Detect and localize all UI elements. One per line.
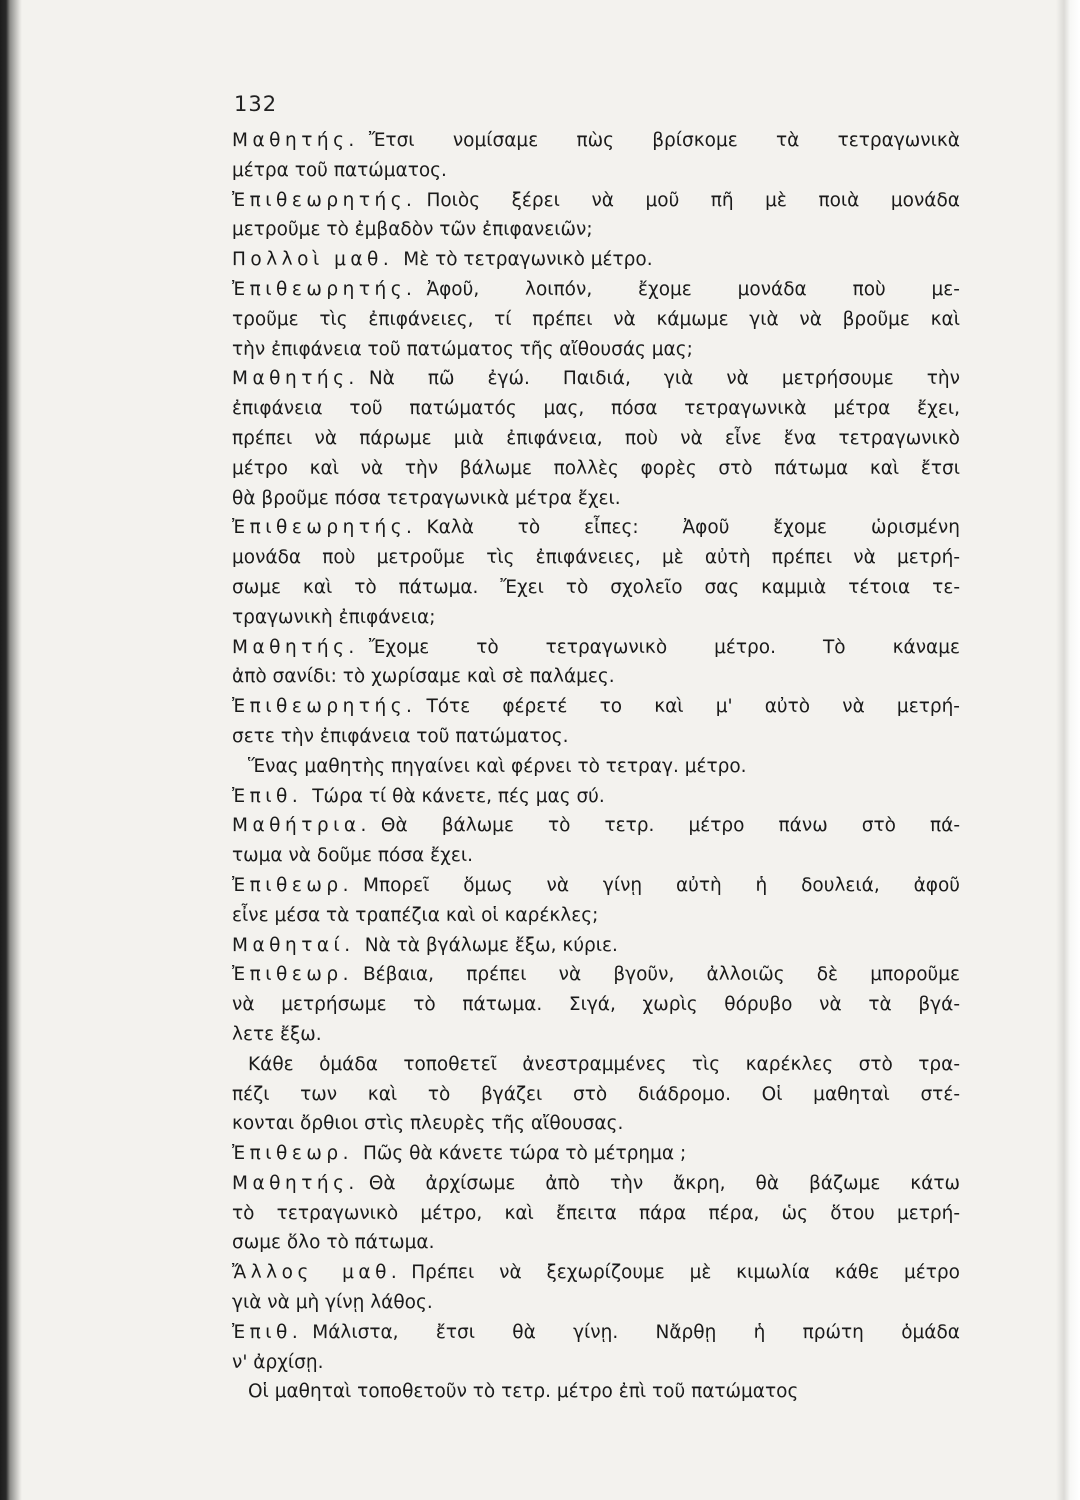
text-line	[232, 454, 960, 484]
line-text: πρέπει νὰ πάρωμε μιὰ ἐπιφάνεια, ποὺ νὰ εἶνε ἕνα τετραγωνικὸ	[232, 427, 960, 449]
line-text: Ἀφοῦ, λοιπόν, ἔχομε μονάδα ποὺ με-	[426, 278, 960, 300]
speaker-label: Μαθήτρια.	[232, 815, 371, 837]
text-line	[232, 1258, 960, 1288]
line-text: σωμε καὶ τὸ πάτωμα. Ἔχει τὸ σχολεῖο σας καμμιὰ τέτοια τε-	[232, 576, 960, 598]
text-line	[232, 1288, 960, 1318]
line-text: Βέβαια, πρέπει νὰ βγοῦν, ἀλλοιῶς δὲ μποροῦμε	[362, 964, 960, 986]
text-line	[232, 1318, 960, 1348]
line-text: Θὰ ἀρχίσωμε ἀπὸ τὴν ἄκρη, θὰ βάζωμε κάτω	[368, 1172, 960, 1194]
text-line	[232, 901, 960, 931]
line-text: Ἔτσι νομίσαμε πὼς βρίσκομε τὰ τετραγωνικὰ	[368, 130, 960, 151]
text-line	[232, 543, 960, 573]
speaker-label: Μαθητής.	[232, 130, 359, 151]
text-line	[232, 722, 960, 752]
text-line	[232, 1228, 960, 1258]
speaker-label: Μαθηταί.	[232, 934, 355, 956]
speaker-label: Ἄλλος μαθ.	[232, 1262, 402, 1284]
page-number: 132	[234, 92, 278, 116]
line-text: Μὲ τὸ τετραγωνικὸ μέτρο.	[403, 249, 653, 271]
line-text: Ἔχομε τὸ τετραγωνικὸ μέτρο. Τὸ κάναμε	[368, 636, 960, 658]
line-text: μέτρο καὶ νὰ τὴν βάλωμε πολλὲς φορὲς στὸ πάτωμα καὶ ἔτσι	[232, 457, 960, 479]
line-text: τὸ τετραγωνικὸ μέτρο, καὶ ἔπειτα πάρα πέρα, ὡς ὅτου μετρή-	[232, 1202, 960, 1224]
text-line	[232, 692, 960, 722]
line-text: γιὰ νὰ μὴ γίνῃ λάθος.	[232, 1292, 433, 1314]
binding-shadow	[0, 0, 22, 1500]
line-text: Κάθε ὁμάδα τοποθετεῖ ἀνεστραμμένες τὶς καρέκλες στὸ τρα-	[248, 1053, 960, 1075]
text-line	[232, 513, 960, 543]
text-line	[232, 1080, 960, 1110]
line-text: θὰ βροῦμε πόσα τετραγωνικὰ μέτρα ἔχει.	[232, 487, 621, 509]
text-line	[232, 484, 960, 514]
text-line	[232, 633, 960, 663]
line-text: σετε τὴν ἐπιφάνεια τοῦ πατώματος.	[232, 725, 569, 747]
text-line	[232, 126, 960, 156]
line-text: λετε ἔξω.	[232, 1023, 322, 1045]
speaker-label: Μαθητής.	[232, 1172, 359, 1194]
line-text: Ἕνας μαθητὴς πηγαίνει καὶ φέρνει τὸ τετραγ. μέτρο.	[248, 755, 747, 777]
line-text: τροῦμε τὶς ἐπιφάνειες, τί πρέπει νὰ κάμωμε γιὰ νὰ βροῦμε καὶ	[232, 308, 960, 330]
text-line	[232, 662, 960, 692]
speaker-label: Μαθητής.	[232, 368, 359, 390]
text-line	[232, 782, 960, 812]
line-text: Τότε φέρετέ το καὶ μ' αὐτὸ νὰ μετρή-	[426, 696, 960, 718]
speaker-label: Ἐπιθεωρ.	[232, 1143, 353, 1165]
line-text: Μάλιστα, ἔτσι θὰ γίνῃ. Νἄρθῃ ἡ πρώτη ὁμάδα	[312, 1321, 960, 1343]
text-line	[232, 394, 960, 424]
line-text: τραγωνικὴ ἐπιφάνεια;	[232, 606, 436, 628]
line-text: σωμε ὅλο τὸ πάτωμα.	[232, 1232, 435, 1254]
text-line	[232, 990, 960, 1020]
text-line	[232, 364, 960, 394]
line-text: Καλὰ τὸ εἶπες: Ἀφοῦ ἔχομε ὡρισμένη	[426, 517, 960, 539]
speaker-label: Ἐπιθεωρητής.	[232, 278, 417, 300]
text-line	[232, 186, 960, 216]
speaker-label: Ἐπιθ.	[232, 1321, 303, 1343]
text-line	[232, 1109, 960, 1139]
line-text: Νὰ τὰ βγάλωμε ἔξω, κύριε.	[364, 934, 618, 956]
line-text: νὰ μετρήσωμε τὸ πάτωμα. Σιγά, χωρὶς θόρυβο νὰ τὰ βγά-	[232, 994, 960, 1016]
text-line	[232, 1050, 960, 1080]
line-text: κονται ὄρθιοι στὶς πλευρὲς τῆς αἴθουσας.	[232, 1113, 624, 1135]
line-text: τὴν ἐπιφάνεια τοῦ πατώματος τῆς αἴθουσάς μας;	[232, 338, 693, 360]
speaker-label: Ἐπιθ.	[232, 785, 303, 807]
text-line	[232, 871, 960, 901]
text-line	[232, 573, 960, 603]
text-line	[232, 811, 960, 841]
text-line	[232, 1377, 960, 1407]
text-line	[232, 335, 960, 365]
line-text: εἶνε μέσα τὰ τραπέζια καὶ οἱ καρέκλες;	[232, 904, 599, 926]
line-text: μετροῦμε τὸ ἐμβαδὸν τῶν ἐπιφανειῶν;	[232, 219, 593, 241]
text-line	[232, 215, 960, 245]
line-text: ἐπιφάνεια τοῦ πατώματός μας, πόσα τετραγωνικὰ μέτρα ἔχει,	[232, 398, 960, 420]
line-text: Μπορεῖ ὅμως νὰ γίνῃ αὐτὴ ἡ δουλειά, ἀφοῦ	[362, 874, 960, 896]
speaker-label: Ἐπιθεωρητής.	[232, 696, 417, 718]
line-text: Οἱ μαθηταὶ τοποθετοῦν τὸ τετρ. μέτρο ἐπὶ τοῦ πατώματος	[248, 1381, 799, 1403]
text-line	[232, 1169, 960, 1199]
speaker-label: Ἐπιθεωρ.	[232, 874, 353, 896]
line-text: μέτρα τοῦ πατώματος.	[232, 159, 447, 181]
speaker-label: Ἐπιθεωρ.	[232, 964, 353, 986]
text-line	[232, 960, 960, 990]
line-text: μονάδα ποὺ μετροῦμε τὶς ἐπιφάνειες, μὲ αὐτὴ πρέπει νὰ μετρή-	[232, 547, 960, 569]
line-text: Θὰ βάλωμε τὸ τετρ. μέτρο πάνω στὸ πά-	[380, 815, 960, 837]
line-text: Ποιὸς ξέρει νὰ μοῦ πῆ μὲ ποιὰ μονάδα	[426, 189, 960, 211]
line-text: Τώρα τί θὰ κάνετε, πές μας σύ.	[312, 785, 605, 807]
line-text: ν' ἀρχίσῃ.	[232, 1351, 324, 1373]
text-line	[232, 931, 960, 961]
speaker-label: Πολλοὶ μαθ.	[232, 249, 394, 271]
speaker-label: Ἐπιθεωρητής.	[232, 517, 417, 539]
text-line	[232, 305, 960, 335]
text-line	[232, 1199, 960, 1229]
text-line	[232, 156, 960, 186]
page-edge	[1056, 0, 1080, 1500]
text-line	[232, 1020, 960, 1050]
text-line	[232, 1348, 960, 1378]
speaker-label: Ἐπιθεωρητής.	[232, 189, 417, 211]
text-line	[232, 1139, 960, 1169]
line-text: Πρέπει νὰ ξεχωρίζουμε μὲ κιμωλία κάθε μέτρο	[411, 1262, 960, 1284]
text-line	[232, 275, 960, 305]
text-line	[232, 603, 960, 633]
line-text: Πῶς θὰ κάνετε τώρα τὸ μέτρημα ;	[362, 1143, 687, 1165]
line-text: πέζι των καὶ τὸ βγάζει στὸ διάδρομο. Οἱ μαθηταὶ στέ-	[232, 1083, 960, 1105]
line-text: ἀπὸ σανίδι: τὸ χωρίσαμε καὶ σὲ παλάμες.	[232, 666, 615, 688]
text-line	[232, 841, 960, 871]
speaker-label: Μαθητής.	[232, 636, 359, 658]
text-line	[232, 424, 960, 454]
line-text: τωμα νὰ δοῦμε πόσα ἔχει.	[232, 845, 473, 867]
dialogue-text	[232, 126, 960, 1407]
text-line	[232, 752, 960, 782]
text-line	[232, 245, 960, 275]
line-text: Νὰ πῶ ἐγώ. Παιδιά, γιὰ νὰ μετρήσουμε τὴν	[368, 368, 960, 390]
